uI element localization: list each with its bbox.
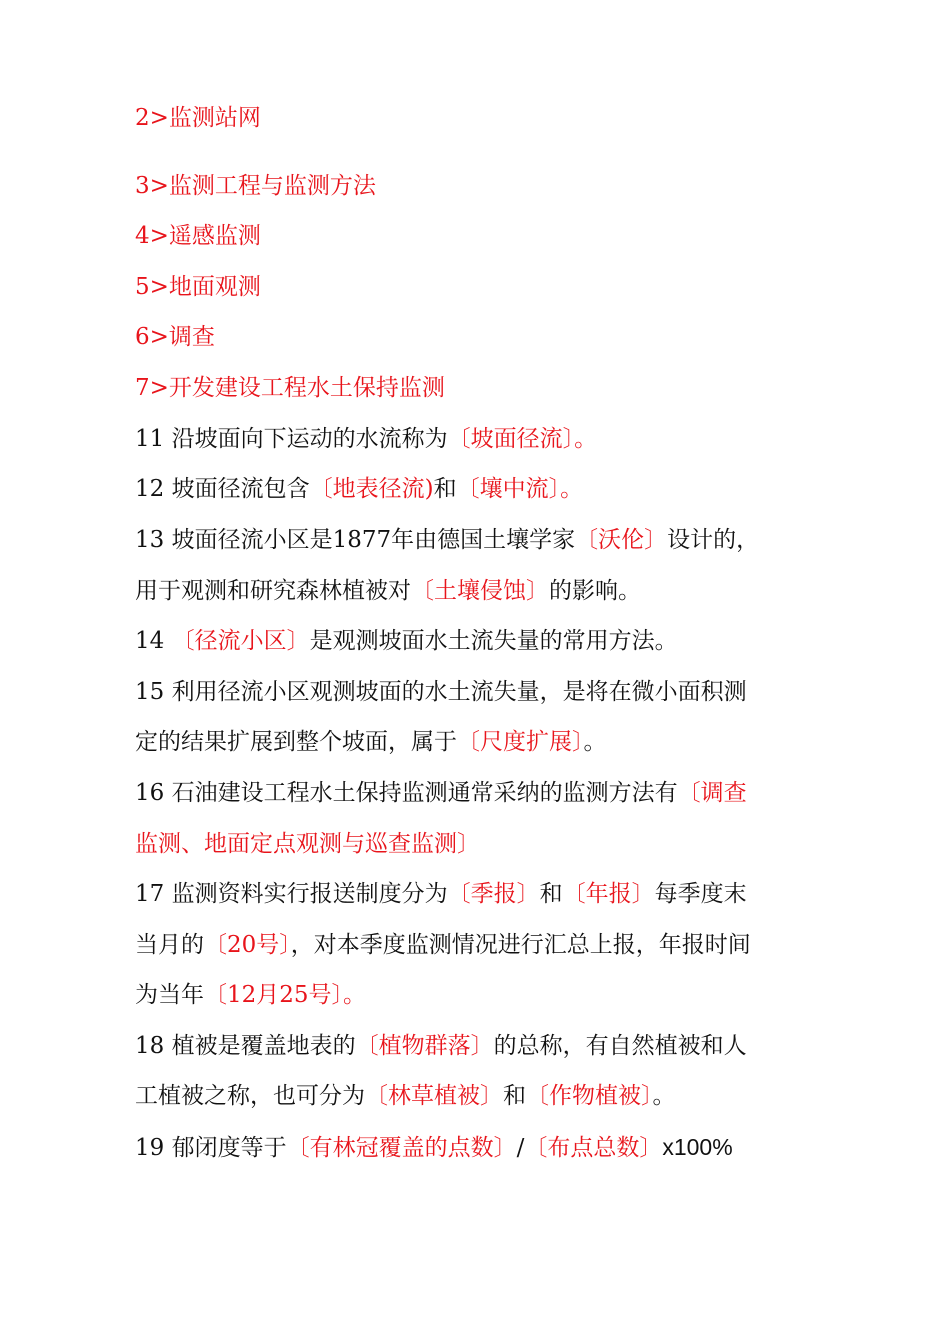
heading-ground-observation: 5>地面观测 bbox=[135, 274, 261, 300]
question-text: 和 bbox=[503, 1083, 526, 1109]
answer-text: 〔壤中流〕。 bbox=[456, 476, 584, 502]
answer-text: 〔调查 bbox=[677, 780, 747, 806]
question-15-line-2 bbox=[135, 727, 607, 757]
question-18-line-2 bbox=[135, 1081, 676, 1111]
answer-text: 〔布点总数〕 bbox=[524, 1135, 663, 1161]
question-text: ，对本季度监测情况进行汇总上报，年报时间 bbox=[290, 932, 751, 958]
question-text: 18 植被是覆盖地表的 bbox=[135, 1033, 356, 1059]
question-text: 用于观测和研究森林植被对 bbox=[135, 578, 411, 604]
question-17-line-3 bbox=[135, 980, 366, 1010]
question-text: 11 沿坡面向下运动的水流称为 bbox=[135, 426, 448, 452]
question-text: 。 bbox=[652, 1083, 676, 1109]
question-text: 13 坡面径流小区是1877年由德国土壤学家 bbox=[135, 527, 576, 553]
question-text: 工植被之称，也可分为 bbox=[135, 1083, 365, 1109]
question-17-line-2 bbox=[135, 930, 751, 960]
heading-monitoring-engineering: 3>监测工程与监测方法 bbox=[135, 173, 376, 199]
question-text: 的总称，有自然植被和人 bbox=[493, 1033, 747, 1059]
question-18-line-1 bbox=[135, 1031, 747, 1061]
question-text: 和 bbox=[539, 881, 563, 907]
question-text: 16 石油建设工程水土保持监测通常采纳的监测方法有 bbox=[135, 780, 678, 806]
question-text: 定的结果扩展到整个坡面，属于 bbox=[135, 729, 457, 755]
heading-remote-sensing: 4>遥感监测 bbox=[135, 223, 261, 249]
question-text: 每季度末 bbox=[654, 881, 747, 907]
answer-text: 〔季报〕 bbox=[447, 881, 540, 907]
question-text: 14 bbox=[135, 628, 172, 654]
answer-text: 〔年报〕 bbox=[562, 881, 655, 907]
question-text: 为当年 bbox=[135, 982, 204, 1008]
question-16-line-2: 监测、地面定点观测与巡查监测〕 bbox=[135, 831, 480, 857]
question-11 bbox=[135, 424, 597, 454]
question-text: 和 bbox=[433, 476, 457, 502]
heading-construction-monitoring: 7>开发建设工程水土保持监测 bbox=[135, 375, 445, 401]
answer-text: 〔沃伦〕 bbox=[575, 527, 668, 553]
answer-text: 〔尺度扩展〕 bbox=[457, 729, 584, 755]
answer-text: 〔有林冠覆盖的点数〕 bbox=[286, 1135, 517, 1161]
question-text: 12 坡面径流包含 bbox=[135, 476, 310, 502]
question-14 bbox=[135, 626, 678, 656]
question-text: 。 bbox=[583, 729, 607, 755]
answer-text: 〔林草植被〕 bbox=[365, 1083, 503, 1109]
question-12 bbox=[135, 474, 583, 504]
heading-monitoring-network: 2>监测站网 bbox=[135, 105, 261, 131]
answer-text: 〔径流小区〕 bbox=[171, 628, 310, 654]
question-15-line-1: 15 利用径流小区观测坡面的水土流失量，是将在微小面积测 bbox=[135, 679, 747, 705]
question-text: 19 郁闭度等于 bbox=[135, 1135, 287, 1161]
answer-text: 〔坡面径流〕。 bbox=[447, 426, 598, 452]
answer-text: 〔20号〕 bbox=[204, 932, 291, 958]
answer-text: 〔地表径流) bbox=[309, 476, 434, 502]
question-16-line-1 bbox=[135, 778, 747, 808]
question-text: 17 监测资料实行报送制度分为 bbox=[135, 881, 448, 907]
answer-text: 〔土壤侵蚀〕 bbox=[411, 578, 549, 604]
heading-survey: 6>调查 bbox=[135, 324, 215, 350]
question-13-line-2 bbox=[135, 576, 641, 606]
answer-text: 〔作物植被〕 bbox=[526, 1083, 653, 1109]
question-text: 的影响。 bbox=[549, 578, 641, 604]
question-13-line-1 bbox=[135, 525, 759, 555]
answer-text: 〔12月25号〕。 bbox=[204, 982, 367, 1008]
question-19 bbox=[135, 1132, 733, 1163]
question-text: 设计的， bbox=[667, 527, 760, 553]
answer-text: 〔植物群落〕 bbox=[355, 1033, 494, 1059]
question-17-line-1 bbox=[135, 879, 747, 909]
formula-text: x100% bbox=[662, 1134, 733, 1160]
question-text: 当月的 bbox=[135, 932, 204, 958]
question-text: / bbox=[516, 1135, 525, 1161]
question-text: 是观测坡面水土流失量的常用方法。 bbox=[309, 628, 678, 654]
